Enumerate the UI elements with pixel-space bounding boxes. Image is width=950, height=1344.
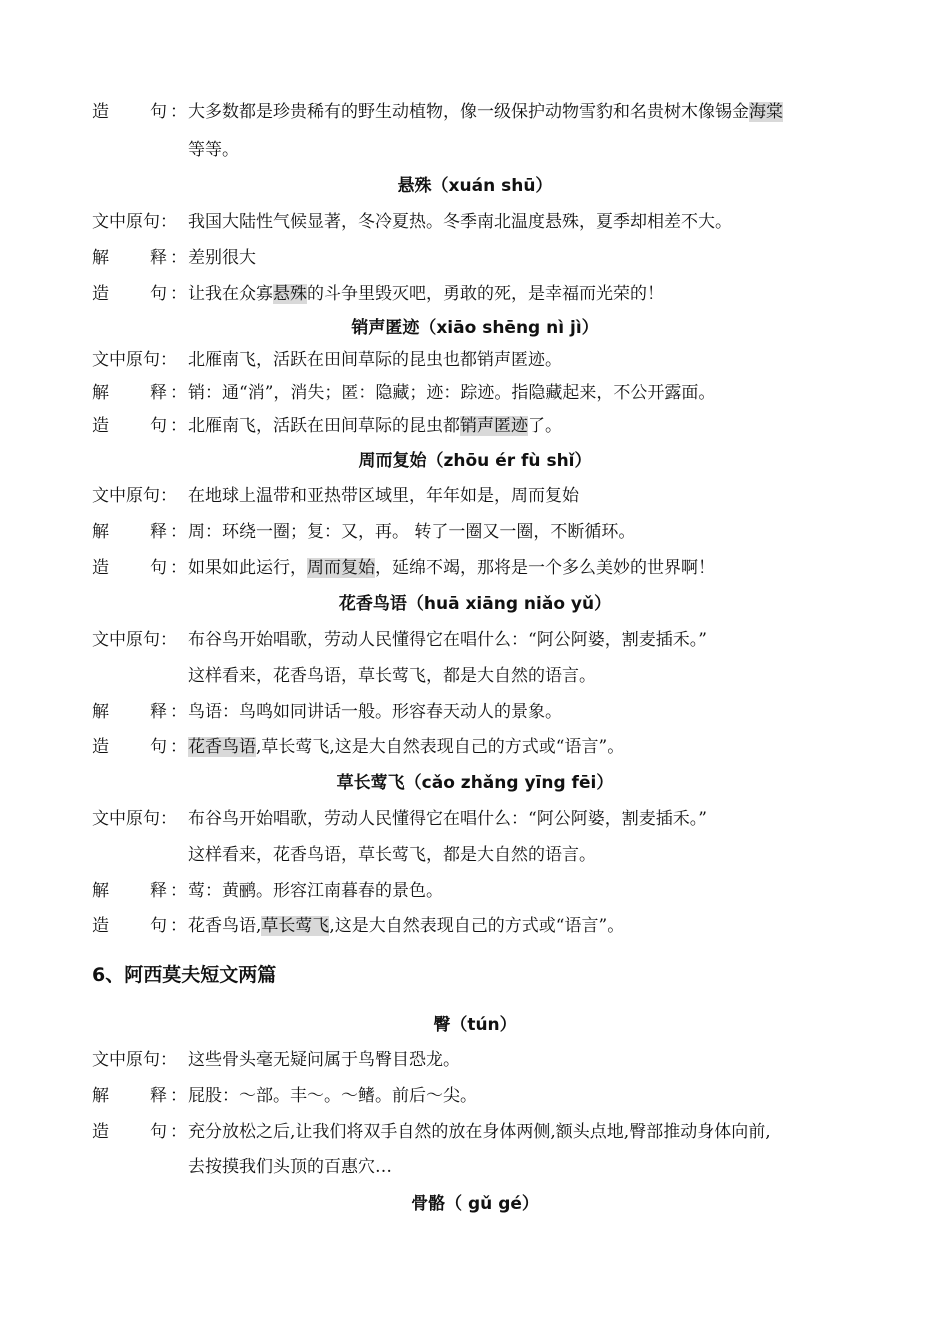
- explain-text: 莺：黄鹂。形容江南暮春的景色。: [188, 881, 443, 901]
- sentence-label-b: 句: [150, 416, 167, 436]
- source-text: 布谷鸟开始唱歌，劳动人民懂得它在唱什么：“阿公阿婆，割麦插禾。”: [188, 809, 707, 829]
- sentence-label-b: 句: [150, 737, 167, 757]
- source-label: 文中原句：: [92, 1050, 177, 1070]
- source-text: 在地球上温带和亚热带区域里，年年如是，周而复始: [188, 486, 579, 506]
- entry-title: 销声匿迹（xiāo shēng nì jì）: [351, 318, 599, 338]
- label-colon: ：: [170, 383, 187, 403]
- explain-text: 周：环绕一圈；复：又，再。 转了一圈又一圈，不断循环。: [188, 522, 636, 542]
- sentence-label-b: 句: [150, 1122, 167, 1142]
- sentence-text: 充分放松之后,让我们将双手自然的放在身体两侧,额头点地,臀部推动身体向前,: [188, 1122, 771, 1142]
- sentence-post: ，延绵不竭，那将是一个多么美妙的世界啊！: [375, 558, 715, 578]
- highlighted-word: 悬殊: [273, 284, 307, 304]
- source-label: 文中原句：: [92, 809, 177, 829]
- sentence-label-a: 造: [92, 916, 109, 936]
- sentence-label-a: 造: [92, 284, 109, 304]
- sentence-text: [188, 914, 624, 938]
- explain-label-b: 释: [150, 881, 167, 901]
- sentence-text: [188, 735, 624, 759]
- label-colon: ：: [170, 1122, 187, 1142]
- explain-text: 销：通“消”，消失；匿：隐藏；迹：踪迹。指隐藏起来，不公开露面。: [188, 383, 716, 403]
- section-title: 6、阿西莫夫短文两篇: [92, 964, 277, 986]
- sentence-label-a: 造: [92, 102, 109, 122]
- entry-title: 骨骼（ gǔ gé）: [411, 1194, 539, 1214]
- label-colon: ：: [170, 416, 187, 436]
- source-text: 北雁南飞，活跃在田间草际的昆虫也都销声匿迹。: [188, 350, 562, 370]
- explain-label-b: 释: [150, 383, 167, 403]
- sentence-post: 的斗争里毁灭吧，勇敢的死，是幸福而光荣的！: [307, 284, 664, 304]
- source-text: 布谷鸟开始唱歌，劳动人民懂得它在唱什么：“阿公阿婆，割麦插禾。”: [188, 630, 707, 650]
- source-text: 我国大陆性气候显著，冬冷夏热。冬季南北温度悬殊，夏季却相差不大。: [188, 212, 732, 232]
- explain-text: 鸟语：鸟鸣如同讲话一般。形容春天动人的景象。: [188, 702, 562, 722]
- sentence-pre: 让我在众寡: [188, 284, 273, 304]
- label-colon: ：: [170, 284, 187, 304]
- label-colon: ：: [170, 916, 187, 936]
- explain-label-b: 释: [150, 1086, 167, 1106]
- entry-title: 草长莺飞（cǎo zhǎng yīng fēi）: [336, 773, 614, 793]
- source-label: 文中原句：: [92, 212, 177, 232]
- sentence-label-a: 造: [92, 737, 109, 757]
- source-label: 文中原句：: [92, 350, 177, 370]
- explain-label-a: 解: [92, 702, 109, 722]
- highlighted-word: 草长莺飞: [261, 916, 330, 936]
- highlighted-word: 海棠: [749, 102, 783, 122]
- explain-label-b: 释: [150, 702, 167, 722]
- source-label: 文中原句：: [92, 630, 177, 650]
- label-colon: ：: [170, 1086, 187, 1106]
- label-colon: ：: [170, 558, 187, 578]
- entry-title: 悬殊（xuán shū）: [397, 176, 553, 196]
- label-colon: ：: [170, 248, 187, 268]
- highlighted-word: 花香鸟语: [188, 737, 256, 757]
- sentence-label-b: 句: [150, 102, 167, 122]
- label-colon: ：: [170, 102, 187, 122]
- sentence-post: ,草长莺飞,这是大自然表现自己的方式或“语言”。: [256, 737, 625, 757]
- explain-label-b: 释: [150, 248, 167, 268]
- sentence-label-a: 造: [92, 558, 109, 578]
- sentence-label-b: 句: [150, 284, 167, 304]
- explain-label-a: 解: [92, 248, 109, 268]
- sentence-post: 了。: [528, 416, 562, 436]
- sentence-pre: 北雁南飞，活跃在田间草际的昆虫都: [188, 416, 460, 436]
- sentence-text: [188, 100, 783, 124]
- sentence-pre: 如果如此运行，: [188, 558, 307, 578]
- label-colon: ：: [170, 702, 187, 722]
- explain-label-a: 解: [92, 1086, 109, 1106]
- label-colon: ：: [170, 737, 187, 757]
- sentence-label-a: 造: [92, 416, 109, 436]
- sentence-pre: 花香鸟语,: [188, 916, 262, 936]
- explain-label-b: 释: [150, 522, 167, 542]
- explain-text: 屁股：～部。丰～。～鳍。前后～尖。: [188, 1086, 477, 1106]
- explain-label-a: 解: [92, 522, 109, 542]
- sentence-text: [188, 556, 715, 580]
- sentence-pre: 大多数都是珍贵稀有的野生动植物，像一级保护动物雪豹和名贵树木像锡金: [188, 102, 749, 122]
- label-colon: ：: [170, 881, 187, 901]
- sentence-label-b: 句: [150, 916, 167, 936]
- sentence-text: [188, 414, 562, 438]
- sentence-text: [188, 282, 664, 306]
- source-continuation: 这样看来，花香鸟语，草长莺飞，都是大自然的语言。: [188, 666, 596, 686]
- entry-title: 花香鸟语（huā xiāng niǎo yǔ）: [338, 594, 612, 614]
- explain-text: 差别很大: [188, 248, 256, 268]
- explain-label-a: 解: [92, 383, 109, 403]
- sentence-continuation: 等等。: [188, 140, 239, 160]
- source-text: 这些骨头毫无疑问属于鸟臀目恐龙。: [188, 1050, 460, 1070]
- entry-title: 臀（tún）: [433, 1015, 517, 1035]
- explain-label-a: 解: [92, 881, 109, 901]
- highlighted-word: 销声匿迹: [460, 416, 528, 436]
- source-label: 文中原句：: [92, 486, 177, 506]
- sentence-label-b: 句: [150, 558, 167, 578]
- label-colon: ：: [170, 522, 187, 542]
- sentence-continuation: 去按摸我们头顶的百惠穴…: [188, 1157, 392, 1177]
- sentence-post: ,这是大自然表现自己的方式或“语言”。: [329, 916, 625, 936]
- highlighted-word: 周而复始: [307, 558, 375, 578]
- source-continuation: 这样看来，花香鸟语，草长莺飞，都是大自然的语言。: [188, 845, 596, 865]
- entry-title: 周而复始（zhōu ér fù shǐ）: [358, 451, 592, 471]
- sentence-label-a: 造: [92, 1122, 109, 1142]
